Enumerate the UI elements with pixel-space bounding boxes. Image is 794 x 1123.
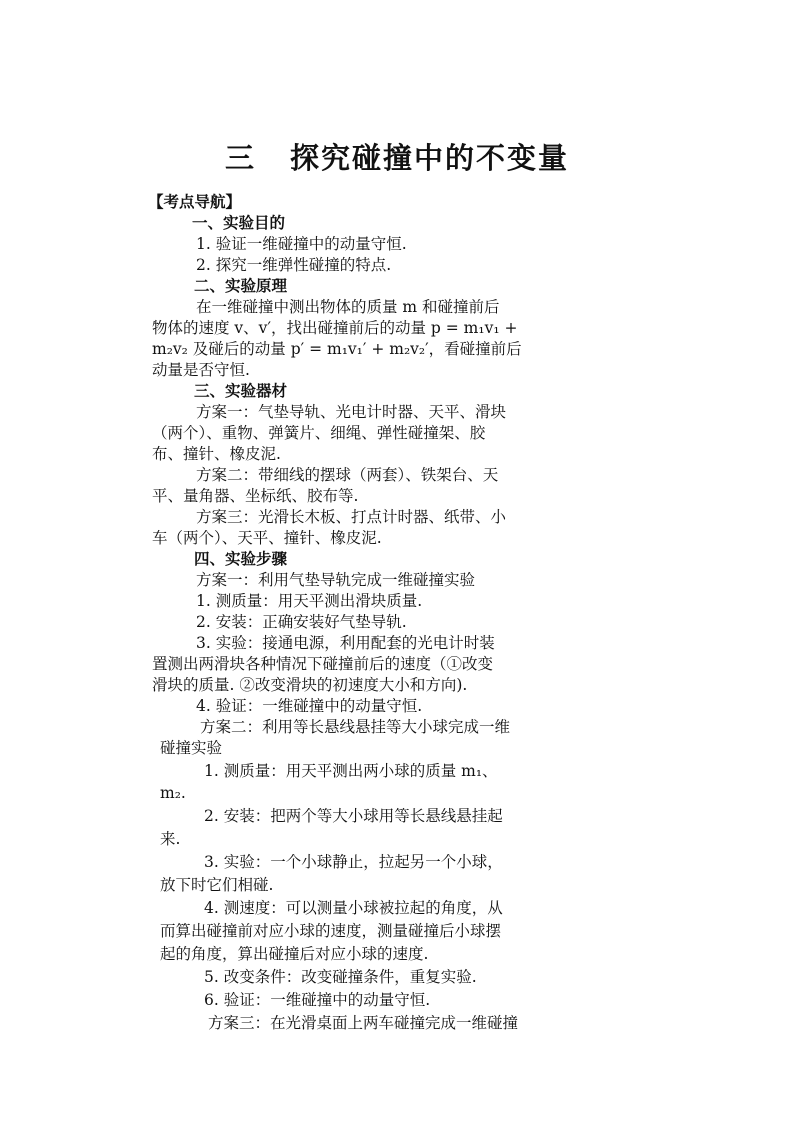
purpose-item-1: 1. 验证一维碰撞中的动量守恒. (196, 235, 407, 253)
steps-line-21: 方案三：在光滑桌面上两车碰撞完成一维碰撞 (208, 1014, 519, 1032)
steps-line-5: 置测出两滑块各种情况下碰撞前后的速度（①改变 (152, 655, 494, 673)
section-number: 三 (224, 141, 256, 175)
equipment-line-7: 车（两个）、天平、撞针、橡皮泥. (152, 529, 382, 547)
steps-line-1: 方案一：利用气垫导轨完成一维碰撞实验 (196, 571, 476, 589)
steps-line-20: 6. 验证：一维碰撞中的动量守恒. (204, 991, 431, 1009)
steps-line-16: 4. 测速度：可以测量小球被拉起的角度，从 (204, 899, 503, 917)
steps-line-2: 1. 测质量：用天平测出滑块质量. (196, 592, 423, 610)
principle-line-3: m₂v₂ 及碰后的动量 p′ = m₁v₁′ + m₂v₂′，看碰撞前后 (152, 340, 522, 358)
steps-line-10: 1. 测质量：用天平测出两小球的质量 m₁、 (204, 762, 498, 780)
steps-line-8: 方案二：利用等长悬线悬挂等大小球完成一维 (200, 718, 511, 736)
steps-line-15: 放下时它们相碰. (160, 876, 274, 894)
equipment-line-5: 平、量角器、坐标纸、胶布等. (152, 487, 359, 505)
steps-line-9: 碰撞实验 (160, 739, 223, 757)
heading-equipment: 三、实验器材 (194, 381, 288, 400)
steps-line-12: 2. 安装：把两个等大小球用等长悬线悬挂起 (204, 807, 503, 825)
purpose-item-2: 2. 探究一维弹性碰撞的特点. (196, 256, 392, 274)
steps-line-7: 4. 验证：一维碰撞中的动量守恒. (196, 697, 423, 715)
heading-steps: 四、实验步骤 (194, 549, 288, 568)
equipment-line-3: 布、撞针、橡皮泥. (152, 445, 281, 463)
steps-line-3: 2. 安装：正确安装好气垫导轨. (196, 613, 407, 631)
page-title (0, 136, 794, 177)
steps-line-11: m₂. (160, 784, 186, 802)
steps-line-13: 来. (160, 830, 181, 848)
steps-line-17: 而算出碰撞前对应小球的速度，测量碰撞后小球摆 (160, 922, 502, 940)
steps-line-6: 滑块的质量. ②改变滑块的初速度大小和方向). (152, 676, 468, 694)
principle-line-1: 在一维碰撞中测出物体的质量 m 和碰撞前后 (196, 298, 500, 316)
heading-principle: 二、实验原理 (194, 276, 288, 295)
steps-line-14: 3. 实验：一个小球静止，拉起另一个小球， (204, 853, 503, 871)
principle-line-2: 物体的速度 v、v′，找出碰撞前后的动量 p = m₁v₁ + (152, 319, 518, 337)
principle-line-4: 动量是否守恒. (152, 361, 250, 379)
steps-line-4: 3. 实验：接通电源，利用配套的光电计时装 (196, 634, 495, 652)
steps-line-18: 起的角度，算出碰撞后对应小球的速度. (160, 945, 429, 963)
equipment-line-4: 方案二：带细线的摆球（两套）、铁架台、天 (196, 466, 499, 484)
exam-guide-heading: 【考点导航】 (148, 192, 242, 211)
equipment-line-2: （两个）、重物、弹簧片、细绳、弹性碰撞架、胶 (152, 424, 486, 442)
equipment-line-6: 方案三：光滑长木板、打点计时器、纸带、小 (196, 508, 507, 526)
steps-line-19: 5. 改变条件：改变碰撞条件，重复实验. (204, 968, 477, 986)
equipment-line-1: 方案一：气垫导轨、光电计时器、天平、滑块 (196, 403, 507, 421)
section-title: 探究碰撞中的不变量 (290, 141, 570, 175)
heading-purpose: 一、实验目的 (192, 213, 286, 232)
